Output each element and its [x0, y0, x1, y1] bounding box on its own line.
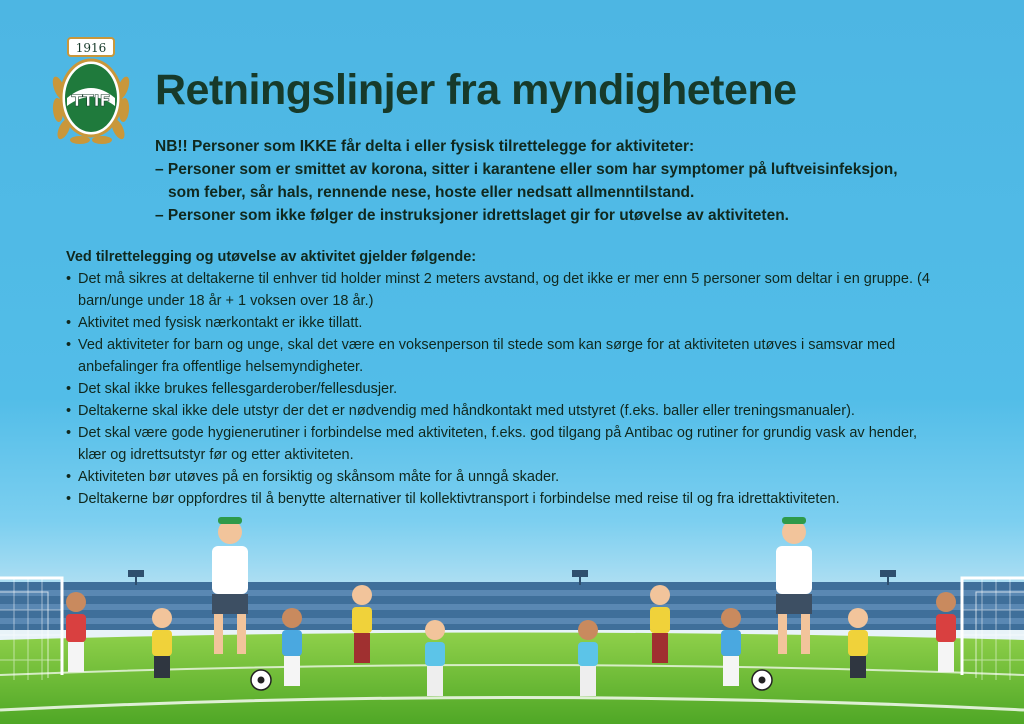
- child-player: [282, 608, 302, 686]
- soccer-ball-icon: [251, 670, 271, 690]
- child-player: [352, 585, 372, 663]
- guideline-item: • Det skal være gode hygienerutiner i forbindelse med aktiviteten, f.eks. god tilgang på Antibac og rutiner for grundig vask av hender, klær og idrettsutstyr før og etter aktiviteten.: [66, 422, 946, 466]
- nb-item-1-line-2: som feber, sår hals, rennende nese, hoste eller nedsatt allmenntilstand.: [168, 184, 695, 201]
- guidelines-list: [66, 268, 946, 510]
- guideline-item: • Det må sikres at deltakerne til enhver tid holder minst 2 meters avstand, og det ikke er mer enn 5 personer som deltar i en gruppe. (4 barn/unge under 18 år + 1 voksen over 18 år.): [66, 268, 946, 312]
- child-player: [936, 592, 956, 672]
- child-player: [152, 608, 172, 678]
- guidelines-section: [66, 246, 946, 510]
- child-player: [848, 608, 868, 678]
- page-title: Retningslinjer fra myndighetene: [155, 66, 797, 114]
- child-player: [66, 592, 86, 672]
- guidelines-heading: Ved tilrettelegging og utøvelse av aktivitet gjelder følgende:: [66, 249, 477, 265]
- football-field-illustration: [0, 490, 1024, 724]
- club-logo: [50, 30, 132, 150]
- nb-notice: [155, 135, 985, 227]
- nb-item-1-line-1: – Personer som er smittet av korona, sitter i karantene eller som har symptomer på luftveisinfeksjon,: [155, 161, 898, 178]
- guideline-item: • Aktiviteten bør utøves på en forsiktig og skånsom måte for å unngå skader.: [66, 466, 946, 488]
- logo-year: 1916: [75, 41, 107, 55]
- guideline-item: • Aktivitet med fysisk nærkontakt er ikke tillatt.: [66, 312, 946, 334]
- child-player: [650, 585, 670, 663]
- guideline-item: • Deltakerne skal ikke dele utstyr der det er nødvendig med håndkontakt med utstyret (f.eks. baller eller treningsmanualer).: [66, 400, 946, 422]
- child-player: [425, 620, 445, 696]
- nb-heading: NB!! Personer som IKKE får delta i eller fysisk tilrettelegge for aktiviteter:: [155, 138, 695, 155]
- nb-item-2: – Personer som ikke følger de instruksjoner idrettslaget gir for utøvelse av aktiviteten.: [155, 207, 789, 224]
- guideline-item: • Deltakerne bør oppfordres til å benytte alternativer til kollektivtransport i forbindelse med reise til og fra idrettaktiviteten.: [66, 488, 946, 510]
- guideline-item: • Ved aktiviteter for barn og unge, skal det være en voksenperson til stede som kan sørge for at aktiviteten utøves i samsvar med anbefalinger fra offentlige helsemyndigheter.: [66, 334, 946, 378]
- logo-text: TTIF: [71, 91, 111, 110]
- child-player: [721, 608, 741, 686]
- child-player: [578, 620, 598, 696]
- guideline-item: • Det skal ikke brukes fellesgarderober/fellesdusjer.: [66, 378, 946, 400]
- soccer-ball-icon: [752, 670, 772, 690]
